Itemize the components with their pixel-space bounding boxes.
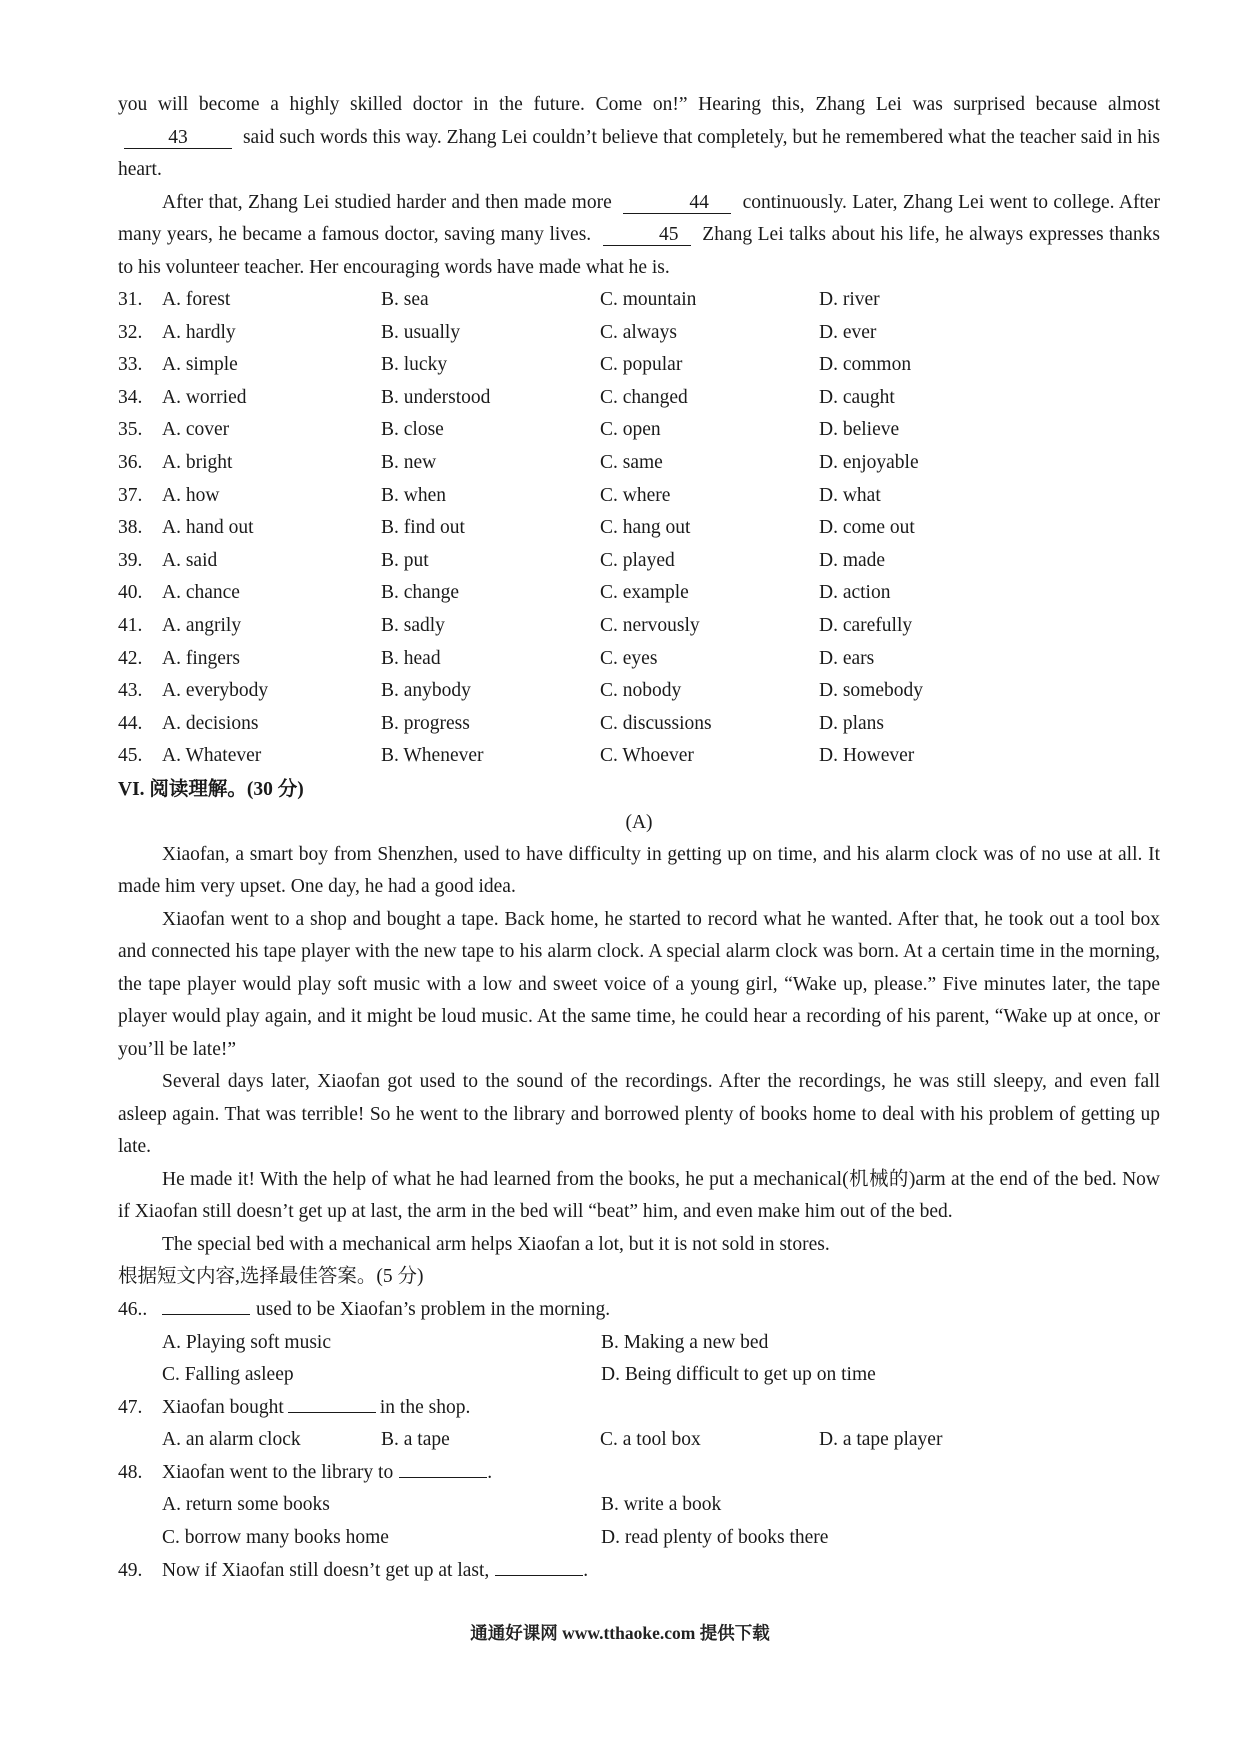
option-b: B. new — [381, 451, 437, 473]
option-b: B. put — [381, 549, 429, 571]
question-stem-head: Xiaofan went to the library to — [162, 1461, 394, 1483]
option-a: A. cover — [162, 419, 230, 441]
question-number: 40. — [118, 582, 143, 604]
question-text — [162, 1294, 610, 1327]
answer-blank — [288, 1412, 376, 1413]
option-row — [118, 414, 1160, 447]
intro-paragraph-2 — [118, 187, 1160, 285]
option-c: C. played — [600, 549, 675, 571]
question-options — [118, 1489, 1160, 1522]
question-number: 33. — [118, 354, 143, 376]
question-text — [162, 1555, 588, 1588]
intro-text: said such words this way. Zhang Lei couldn’t believe that completely, but he remembered what the teacher said in his heart. — [118, 126, 1161, 180]
option-c: C. Falling asleep — [162, 1364, 294, 1386]
option-d: D. believe — [819, 419, 900, 441]
question-stem-tail: . — [583, 1559, 589, 1581]
question-number: 46.. — [118, 1298, 148, 1320]
option-a: A. angrily — [162, 614, 242, 636]
option-a: A. decisions — [162, 712, 259, 734]
passage-paragraph: Xiaofan went to a shop and bought a tape. Back home, he started to record what he wanted. After that, he took out a tool box and connected his tape player with the new tape to his alarm clock. A special alarm clock was born. At a certain time in the morning, the tape player would play soft music with a low and sweet voice of a young girl, “Wake up, please.” Five minutes later, the tape player would play again, and it might be loud music. At the same time, he could hear a recording of his parent, “Wake up at once, or you’ll be late!” — [118, 908, 1160, 1060]
question-number: 34. — [118, 386, 143, 408]
option-d: D. carefully — [819, 614, 913, 636]
option-a: A. fingers — [162, 647, 240, 669]
option-row — [118, 610, 1160, 643]
option-a: A. hand out — [162, 517, 254, 539]
option-c: C. Whoever — [600, 745, 694, 767]
question-48 — [118, 1457, 1160, 1555]
option-d: D. common — [819, 354, 912, 376]
question-number: 45. — [118, 745, 143, 767]
option-c: C. where — [600, 484, 671, 506]
question-46 — [118, 1294, 1160, 1392]
option-c: C. always — [600, 321, 677, 343]
option-c: C. nobody — [600, 680, 682, 702]
question-number: 49. — [118, 1559, 143, 1581]
option-b: B. understood — [381, 386, 491, 408]
option-row — [118, 512, 1160, 545]
question-number: 36. — [118, 451, 143, 473]
option-a: A. worried — [162, 386, 247, 408]
option-d: D. what — [819, 484, 881, 506]
intro-text: you will become a highly skilled doctor in the future. Come on!” Hearing this, Zhang Lei was surprised because almost — [118, 94, 1160, 115]
question-stem-head: Now if Xiaofan still doesn’t get up at last, — [162, 1559, 490, 1581]
option-c: C. example — [600, 582, 689, 604]
question-49 — [118, 1555, 1160, 1588]
option-a: A. simple — [162, 354, 238, 376]
section-heading: VI. 阅读理解。(30 分) — [118, 778, 304, 800]
option-row — [118, 349, 1160, 382]
option-b: B. find out — [381, 517, 465, 539]
question-number: 48. — [118, 1461, 143, 1483]
option-row — [118, 382, 1160, 415]
cloze-options-list — [118, 284, 1160, 773]
question-stem — [118, 1555, 1160, 1588]
answer-blank — [162, 1314, 250, 1315]
option-c: C. open — [600, 419, 661, 441]
option-a: A. Playing soft music — [162, 1331, 331, 1353]
exam-page — [118, 89, 1160, 1587]
option-row — [118, 643, 1160, 676]
question-number: 44. — [118, 712, 143, 734]
option-row — [118, 545, 1160, 578]
option-a: A. chance — [162, 582, 240, 604]
option-d: D. come out — [819, 517, 915, 539]
option-c: C. nervously — [600, 614, 700, 636]
option-row — [118, 675, 1160, 708]
option-d: D. ears — [819, 647, 875, 669]
question-number: 43. — [118, 680, 143, 702]
option-c: C. mountain — [600, 289, 697, 310]
question-47 — [118, 1392, 1160, 1457]
intro-text: Zhang Lei talks about his life, he always expresses thanks to his volunteer teacher. Her encouraging words have made what he is. — [118, 224, 1161, 278]
option-c: C. discussions — [600, 712, 712, 734]
option-b: B. progress — [381, 712, 470, 734]
option-d: D. caught — [819, 386, 895, 408]
option-b: B. head — [381, 647, 441, 669]
option-c: C. popular — [600, 354, 683, 376]
question-options — [118, 1359, 1160, 1392]
option-a: A. forest — [162, 289, 231, 310]
option-d: D. action — [819, 582, 891, 604]
option-b: B. a tape — [381, 1429, 450, 1451]
option-row — [118, 480, 1160, 513]
question-number: 47. — [118, 1396, 143, 1418]
option-d: D. made — [819, 549, 886, 571]
intro-text: After that, Zhang Lei studied harder and then made more — [162, 191, 612, 213]
option-a: A. return some books — [162, 1494, 330, 1516]
option-d: D. a tape player — [819, 1429, 943, 1451]
question-stem-head: Xiaofan bought — [162, 1396, 284, 1418]
intro-paragraph-1 — [118, 89, 1160, 187]
option-row — [118, 447, 1160, 480]
question-number: 35. — [118, 419, 143, 441]
question-stem — [118, 1392, 1160, 1425]
blank-45: 45 — [603, 225, 691, 246]
option-a: A. how — [162, 484, 220, 506]
option-b: B. anybody — [381, 680, 471, 702]
option-row — [118, 577, 1160, 610]
option-a: A. an alarm clock — [162, 1429, 301, 1451]
option-d: D. read plenty of books there — [601, 1527, 829, 1549]
question-stem-tail: in the shop. — [379, 1396, 471, 1418]
option-row — [118, 317, 1160, 350]
option-d: D. ever — [819, 321, 877, 343]
answer-blank — [399, 1477, 487, 1478]
question-text — [162, 1392, 470, 1425]
blank-43: 43 — [124, 128, 232, 149]
question-options — [118, 1424, 1160, 1457]
option-b: B. usually — [381, 321, 461, 343]
answer-blank — [495, 1575, 583, 1576]
intro-text: continuously. Later, Zhang Lei went to college. After many years, he became a famous doctor, saving many lives. — [118, 191, 1161, 245]
option-a: A. everybody — [162, 680, 269, 702]
instruction-line: 根据短文内容,选择最佳答案。(5 分) — [118, 1266, 424, 1288]
option-b: B. when — [381, 484, 446, 506]
page-footer: 通通好课网 www.tthaoke.com 提供下载 — [470, 1623, 770, 1643]
question-number: 32. — [118, 321, 143, 343]
option-a: A. said — [162, 549, 218, 571]
option-d: D. river — [819, 289, 880, 310]
question-options — [118, 1327, 1160, 1360]
question-number: 38. — [118, 517, 143, 539]
passage-paragraph: He made it! With the help of what he had learned from the books, he put a mechanical(机械的)arm at the end of the bed. Now if Xiaofan still doesn’t get up at last, the arm in the bed will “beat” him, and even make him out of the bed. — [118, 1168, 1160, 1223]
option-b: B. close — [381, 419, 444, 441]
question-number: 41. — [118, 614, 143, 636]
option-row — [118, 740, 1160, 773]
option-row — [118, 708, 1160, 741]
option-c: C. eyes — [600, 647, 658, 669]
option-b: B. Whenever — [381, 745, 484, 767]
option-d: D. somebody — [819, 680, 923, 702]
option-d: D. Being difficult to get up on time — [601, 1364, 876, 1386]
option-row — [118, 284, 1160, 317]
option-c: C. same — [600, 451, 663, 473]
passage-label: (A) — [625, 811, 653, 833]
passage-paragraph: Xiaofan, a smart boy from Shenzhen, used to have difficulty in getting up on time, and his alarm clock was of no use at all. It made him very upset. One day, he had a good idea. — [118, 843, 1160, 898]
option-b: B. sadly — [381, 614, 445, 636]
question-options — [118, 1522, 1160, 1555]
option-d: D. plans — [819, 712, 884, 734]
option-b: B. write a book — [601, 1494, 722, 1516]
option-c: C. a tool box — [600, 1429, 701, 1451]
option-b: B. Making a new bed — [601, 1331, 769, 1353]
question-number: 37. — [118, 484, 143, 506]
option-a: A. Whatever — [162, 745, 262, 767]
question-number: 39. — [118, 549, 143, 571]
option-c: C. changed — [600, 386, 688, 408]
option-a: A. hardly — [162, 321, 236, 343]
question-number: 42. — [118, 647, 143, 669]
passage-paragraph: The special bed with a mechanical arm helps Xiaofan a lot, but it is not sold in stores. — [162, 1233, 830, 1255]
option-b: B. change — [381, 582, 459, 604]
option-b: B. sea — [381, 289, 429, 310]
option-c: C. borrow many books home — [162, 1527, 389, 1549]
question-text — [162, 1457, 492, 1490]
option-b: B. lucky — [381, 354, 448, 376]
option-c: C. hang out — [600, 517, 691, 539]
question-stem-tail: . — [487, 1461, 493, 1483]
blank-44: 44 — [623, 193, 731, 214]
option-a: A. bright — [162, 451, 233, 473]
question-stem — [118, 1294, 1160, 1327]
option-d: D. However — [819, 745, 915, 767]
passage-paragraph: Several days later, Xiaofan got used to the sound of the recordings. After the recordings, he was still sleepy, and even fall asleep again. That was terrible! So he went to the library and borrowed plenty of books home to deal with his problem of getting up late. — [118, 1071, 1160, 1158]
option-d: D. enjoyable — [819, 451, 919, 473]
question-number: 31. — [118, 289, 143, 310]
question-stem-tail: used to be Xiaofan’s problem in the morning. — [256, 1298, 611, 1320]
question-stem — [118, 1457, 1160, 1490]
